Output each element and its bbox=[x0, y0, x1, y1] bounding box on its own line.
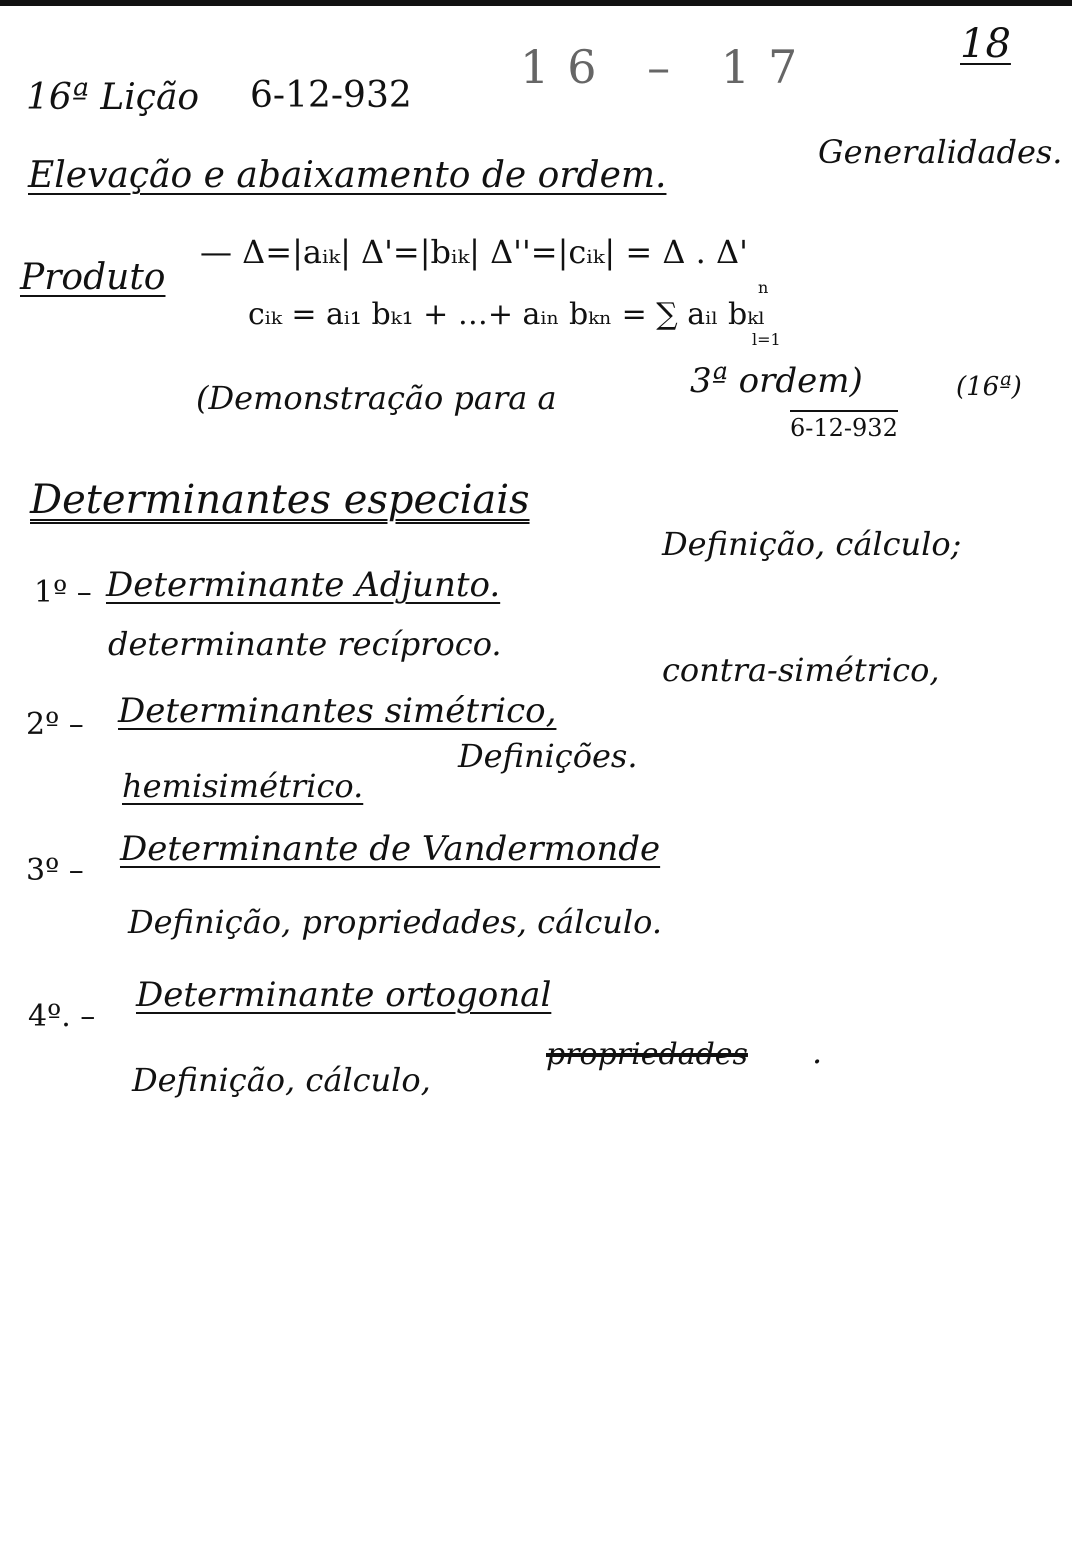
section-title: Elevação e abaixamento de ordem. bbox=[28, 155, 667, 196]
item-2-rest: contra-simétrico, bbox=[662, 651, 940, 689]
special-heading: Determinantes especiais bbox=[30, 477, 530, 523]
section-title-end: Generalidades. bbox=[818, 133, 1063, 171]
item-2-line2: hemisimétrico. bbox=[122, 767, 364, 805]
sum-upper-limit: n bbox=[758, 278, 769, 297]
item-1-rest: Definição, cálculo; bbox=[662, 525, 962, 563]
item-1-number: 1º – bbox=[34, 575, 92, 610]
item-1-title: Determinante Adjunto. bbox=[106, 565, 501, 605]
page-number: 18 bbox=[960, 21, 1011, 67]
item-2-title: Determinantes simétrico, bbox=[118, 691, 557, 731]
demonstration-text: (Demonstração para a bbox=[196, 379, 557, 417]
item-3-number: 3º – bbox=[26, 853, 84, 888]
sum-lower-limit: l=1 bbox=[752, 330, 781, 349]
item-4-line2: Definição, cálculo, bbox=[132, 1061, 431, 1099]
demonstration-note-lesson: (16ª) bbox=[956, 372, 1022, 402]
item-1-line2: determinante recíproco. bbox=[108, 625, 502, 663]
item-2-line2-rest: Definições. bbox=[458, 737, 638, 775]
product-formula: cᵢₖ = aᵢ₁ bₖ₁ + …+ aᵢₙ bₖₙ = ∑ aᵢₗ bₖₗ bbox=[248, 297, 766, 332]
item-4-title: Determinante ortogonal bbox=[136, 975, 552, 1015]
item-4-struck-word: propriedades bbox=[546, 1037, 748, 1072]
product-definitions: — Δ=|aᵢₖ| Δ'=|bᵢₖ| Δ''=|cᵢₖ| = Δ . Δ' bbox=[200, 233, 748, 271]
item-4-number: 4º. – bbox=[28, 999, 96, 1034]
lesson-title: 16ª Lição bbox=[26, 77, 200, 118]
product-label: Produto bbox=[20, 257, 166, 298]
item-4-line2-end: . bbox=[812, 1033, 823, 1071]
item-2-number: 2º – bbox=[26, 707, 84, 742]
item-3-title: Determinante de Vandermonde bbox=[120, 829, 661, 869]
lesson-date: 6-12-932 bbox=[250, 75, 412, 116]
top-border bbox=[0, 0, 1072, 6]
faint-mark: 16 – 17 bbox=[520, 40, 816, 94]
demonstration-order: 3ª ordem) bbox=[690, 361, 863, 401]
demonstration-note-date: 6-12-932 bbox=[790, 410, 898, 440]
item-3-line2: Definição, propriedades, cálculo. bbox=[128, 903, 663, 941]
